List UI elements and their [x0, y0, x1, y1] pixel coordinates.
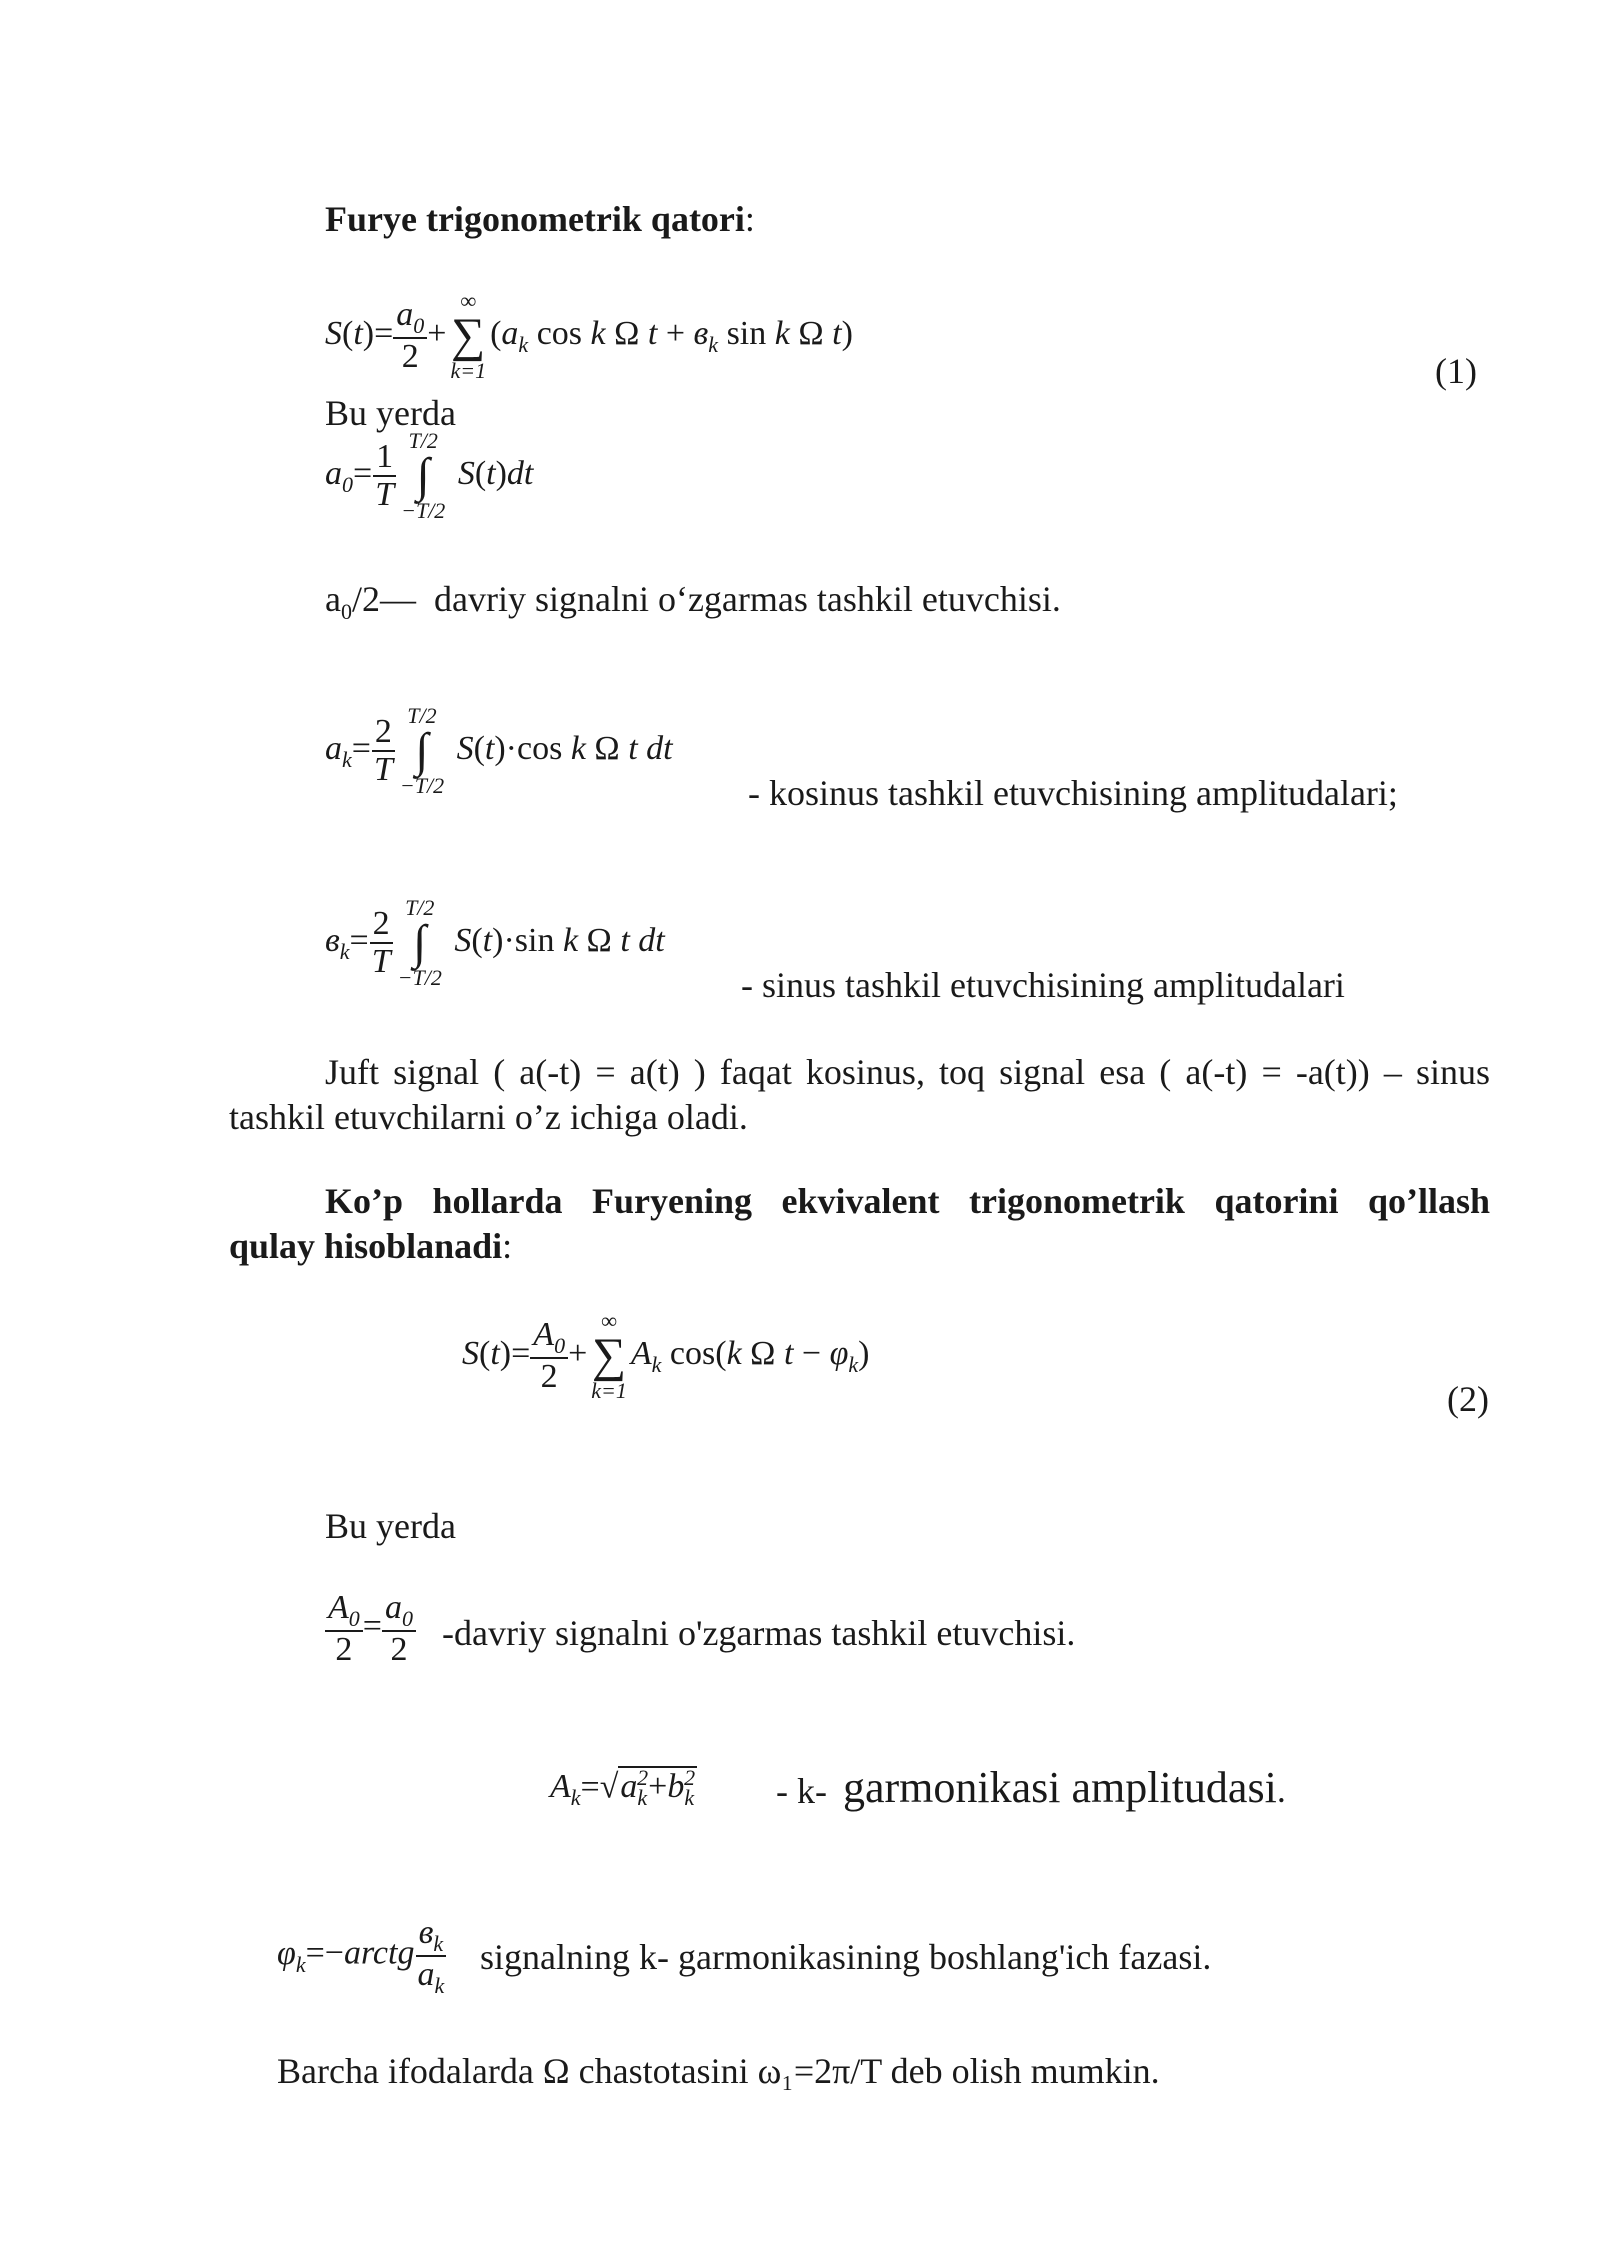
heading2-bold-text: qulay hisoblanadi	[229, 1226, 503, 1266]
phi-k-description: signalning k- garmonikasining boshlang'ich fazasi.	[480, 1937, 1212, 1977]
bk-formula: $в_k=$ $\frac{2}{T}$ T/2 ∫ −T/2 S(t)·sin k Ω t dt	[325, 895, 665, 990]
Ak-description-text: garmonikasi amplitudasi	[843, 1763, 1277, 1812]
phi-k-description-text: signalning k- garmonikasining boshlang'ich fazasi	[480, 1937, 1203, 1977]
equation-number-1: (1)	[1435, 351, 1477, 391]
equation-2-equivalent-series: S(t)= $\frac{A_0}{2}$ + ∞ ∑ k=1 $A_k$ cos(k Ω $t - \varphi_k$)	[462, 1308, 870, 1403]
bu-yerda-label-2: Bu yerda	[325, 1506, 456, 1546]
Ak-description-dash: - k-	[776, 1771, 827, 1811]
a0-formula: $a_0=$ $\frac{1}{T}$ T/2 ∫ −T/2 S(t)dt	[325, 428, 534, 523]
ak-formula: $a_k=$ $\frac{2}{T}$ T/2 ∫ −T/2 S(t)·cos k Ω t dt	[325, 703, 673, 798]
heading-colon: :	[744, 199, 755, 239]
paragraph-even-odd-line2: tashkil etuvchilarni o’z ichiga oladi.	[229, 1097, 748, 1137]
A0-description-text: -davriy signalni o'zgarmas tashkil etuvchisi	[442, 1613, 1067, 1653]
a0-description-text: davriy signalni o‘zgarmas tashkil etuvchisi.	[434, 579, 1061, 619]
a0-half-description: $a_0/2—$ davriy signalni o‘zgarmas tashkil etuvchisi.	[325, 579, 1061, 625]
ak-description: - kosinus tashkil etuvchisining amplitudalari;	[748, 773, 1398, 813]
phi-k-formula: $\varphi_k=-arctg$ $\frac{в_k}{a_k}$	[277, 1914, 445, 1998]
equation-number-2: (2)	[1447, 1379, 1489, 1419]
omega-note: Barcha ifodalarda Ω chastotasini ω₁=2π/T deb olish mumkin.	[277, 2051, 1160, 2091]
section-heading-fourier	[325, 198, 755, 241]
equation-1-fourier-series: S(t)= $\frac{a_0}{2}$ + ∞ ∑ k=1 ($a_k$ cos k Ω $t + в_k$ sin k Ω t)	[325, 288, 853, 383]
bk-description: - sinus tashkil etuvchisining amplitudalari	[741, 965, 1345, 1005]
heading2-colon: :	[502, 1226, 513, 1266]
A0-description: -davriy signalni o'zgarmas tashkil etuvchisi.	[442, 1613, 1076, 1653]
Ak-description: garmonikasi amplitudasi.	[843, 1763, 1286, 1812]
heading-bold-text: Furye trigonometrik qatori	[325, 199, 745, 239]
bu-yerda-label-1: Bu yerda	[325, 393, 456, 433]
Ak-formula: $A_k=√a_k^2+b_k^2$	[550, 1765, 696, 1811]
A0-formula: $\frac{A_0}{2}$ = $\frac{a_0}{2}$	[325, 1590, 416, 1668]
paragraph-even-odd-line1: Juft signal ( a(-t) = a(t) ) faqat kosinus, toq signal esa ( a(-t) = -a(t)) – sinus	[325, 1052, 1490, 1092]
section-heading-equivalent-line2	[229, 1225, 512, 1268]
section-heading-equivalent-line1: Ko’p hollarda Furyening ekvivalent trigonometrik qatorini qo’llash	[325, 1181, 1490, 1221]
